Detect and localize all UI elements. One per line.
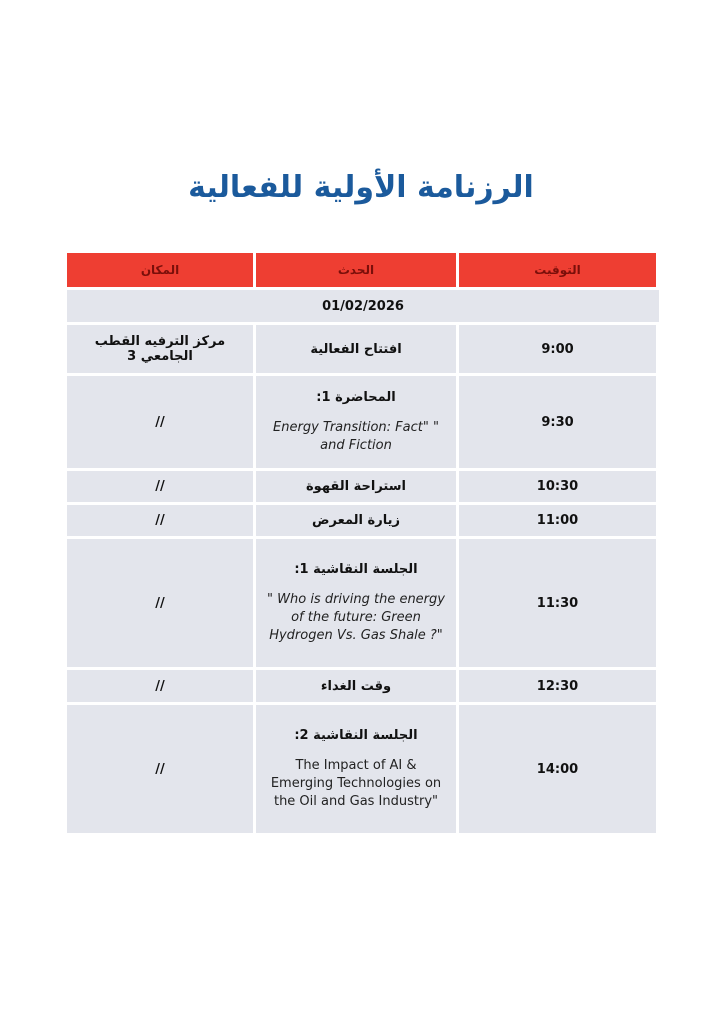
event-label: افتتاح الفعالية — [310, 341, 402, 357]
place-cell: // — [67, 471, 253, 502]
date-row — [67, 290, 659, 322]
header-event: الحدث — [256, 253, 456, 287]
event-cell — [256, 505, 456, 536]
time-cell: 14:00 — [459, 705, 656, 833]
event-label: زيارة المعرض — [312, 513, 400, 528]
header-time: التوقيت — [459, 253, 656, 287]
place-cell: // — [67, 705, 253, 833]
time-cell: 9:30 — [459, 376, 656, 468]
place-cell: // — [67, 376, 253, 468]
table-row — [67, 505, 659, 536]
place-cell: مركز الترفيه القطب الجامعي 3 — [67, 325, 253, 373]
event-subtitle: " Who is driving the energy of the future: Green Hydrogen Vs. Gas Shale ?" — [267, 591, 445, 643]
time-cell: 10:30 — [459, 471, 656, 502]
place-cell: // — [67, 539, 253, 667]
table-row — [67, 670, 659, 702]
schedule-table — [67, 253, 659, 833]
event-cell — [256, 471, 456, 502]
event-label: الجلسة النقاشية 1: — [294, 561, 418, 577]
date-cell: 01/02/2026 — [67, 290, 659, 322]
event-cell — [256, 705, 456, 833]
time-cell: 12:30 — [459, 670, 656, 702]
table-row — [67, 325, 659, 373]
event-cell — [256, 325, 456, 373]
event-subtitle: The Impact of AI & Emerging Technologies on the Oil and Gas Industry" — [270, 757, 442, 809]
time-cell: 11:00 — [459, 505, 656, 536]
header-place: المكان — [67, 253, 253, 287]
event-label: استراحة القهوة — [306, 479, 406, 494]
table-row — [67, 471, 659, 502]
event-cell — [256, 670, 456, 702]
event-cell — [256, 376, 456, 468]
event-label: المحاضرة 1: — [316, 389, 396, 405]
table-row — [67, 705, 659, 833]
time-cell: 11:30 — [459, 539, 656, 667]
table-row — [67, 539, 659, 667]
place-cell: // — [67, 670, 253, 702]
event-subtitle: Energy Transition: Fact" " and Fiction — [273, 419, 439, 453]
event-cell — [256, 539, 456, 667]
page-title: الرزنامة الأولية للفعالية — [188, 170, 534, 205]
table-row — [67, 376, 659, 468]
event-label: الجلسة النقاشية 2: — [294, 727, 418, 743]
place-cell: // — [67, 505, 253, 536]
time-cell: 9:00 — [459, 325, 656, 373]
event-label: وقت الغداء — [320, 678, 392, 694]
table-header — [67, 253, 659, 287]
